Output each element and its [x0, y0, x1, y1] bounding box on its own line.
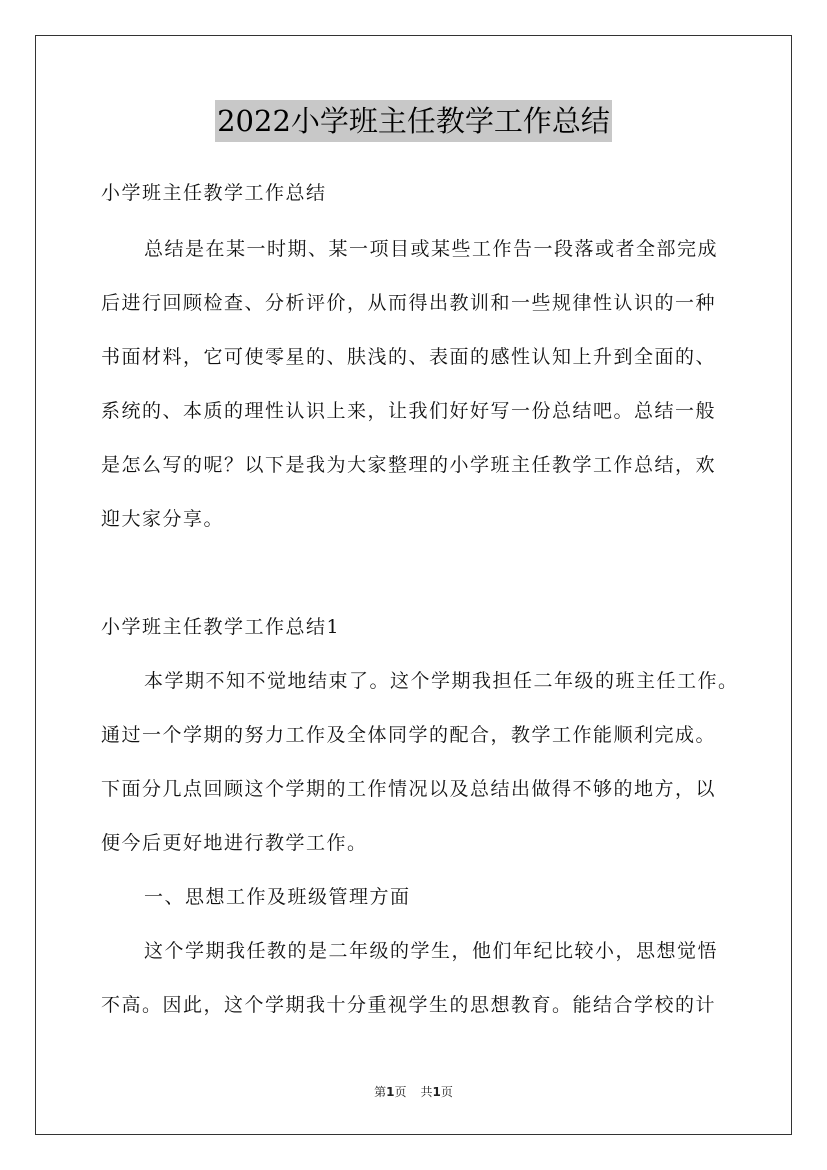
paragraph-line: 总结是在某一时期、某一项目或某些工作告一段落或者全部完成 — [144, 238, 719, 260]
paragraph-line: 下面分几点回顾这个学期的工作情况以及总结出做得不够的地方，以 — [101, 778, 717, 800]
paragraph-line: 通过一个学期的努力工作及全体同学的配合，教学工作能顺利完成。 — [101, 724, 717, 746]
paragraph-line: 书面材料，它可使零星的、肤浅的、表面的感性认知上升到全面的、 — [101, 346, 717, 368]
paragraph-line: 后进行回顾检查、分析评价，从而得出教训和一些规律性认识的一种 — [101, 292, 717, 314]
footer-total-suffix: 页 — [440, 1085, 453, 1099]
footer-page-suffix: 页 — [394, 1085, 407, 1099]
document-title: 2022小学班主任教学工作总结 — [215, 100, 612, 142]
footer-total-pages: 1 — [432, 1085, 441, 1099]
paragraph-line: 这个学期我任教的是二年级的学生，他们年纪比较小，思想觉悟 — [144, 940, 719, 962]
title-wrap — [0, 100, 827, 142]
footer-page-prefix: 第 — [374, 1085, 387, 1099]
paragraph-line: 系统的、本质的理性认识上来，让我们好好写一份总结吧。总结一般 — [101, 400, 717, 422]
section-heading: 小学班主任教学工作总结1 — [101, 616, 341, 638]
paragraph-line: 迎大家分享。 — [101, 508, 225, 530]
subsection-heading: 一、思想工作及班级管理方面 — [144, 886, 411, 908]
footer-page-number: 1 — [386, 1085, 395, 1099]
page-footer — [0, 1083, 827, 1100]
paragraph-line: 本学期不知不觉地结束了。这个学期我担任二年级的班主任工作。 — [144, 670, 739, 692]
footer-total-prefix: 共 — [420, 1085, 433, 1099]
paragraph-line: 便今后更好地进行教学工作。 — [101, 832, 368, 854]
doc-subtitle: 小学班主任教学工作总结 — [101, 182, 327, 204]
paragraph-line: 不高。因此，这个学期我十分重视学生的思想教育。能结合学校的计 — [101, 994, 717, 1016]
paragraph-line: 是怎么写的呢？以下是我为大家整理的小学班主任教学工作总结，欢 — [101, 454, 717, 476]
